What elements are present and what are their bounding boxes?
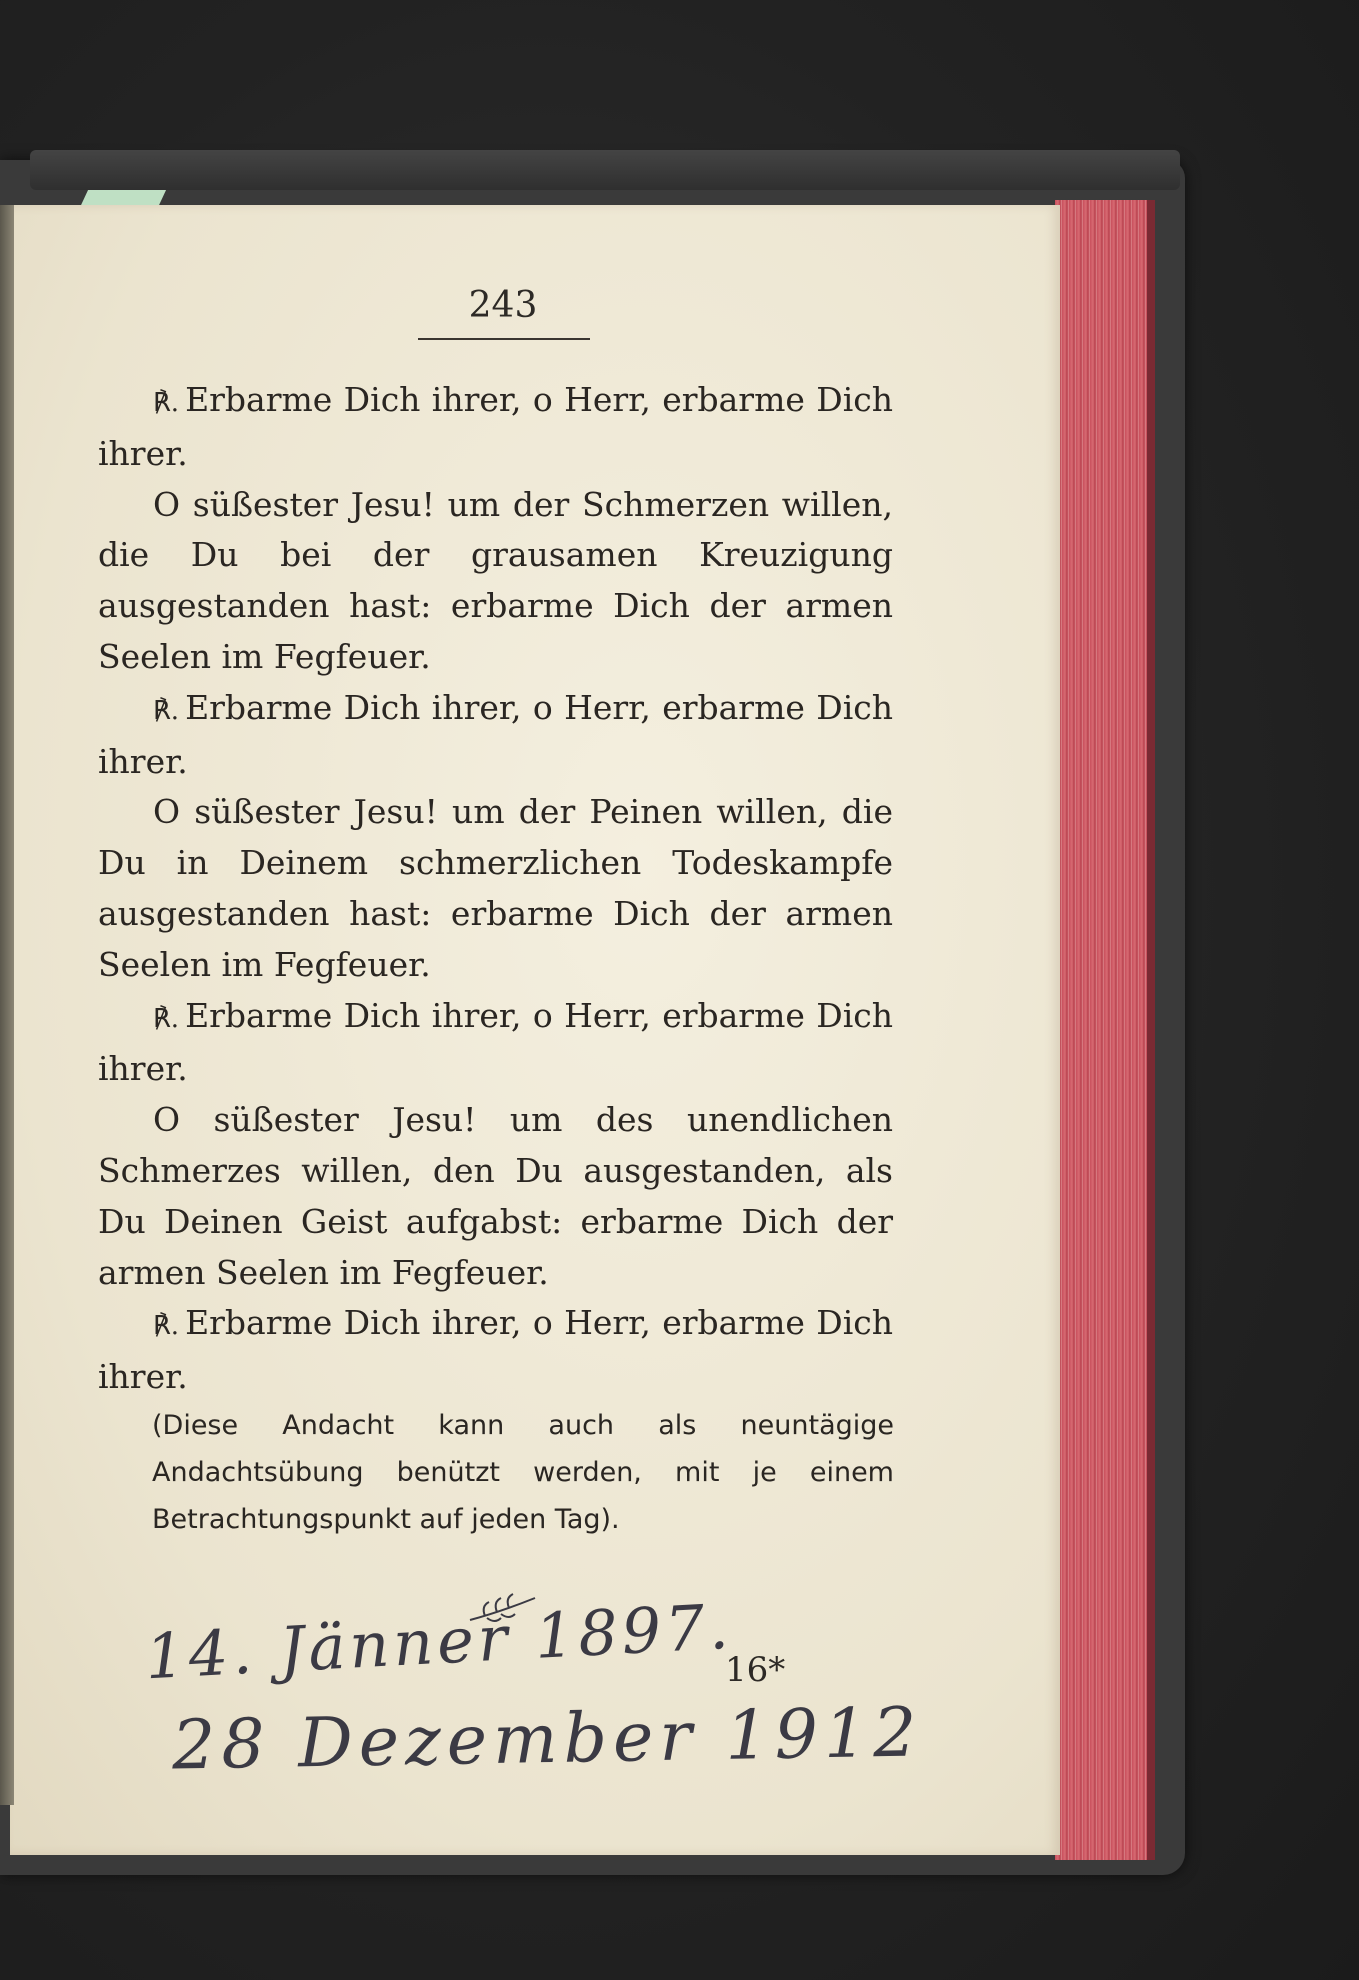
response-text: Erbarme Dich ihrer, o Herr, erbarme Dich ihrer. [98,380,893,473]
header-rule [418,338,590,340]
response-symbol: ℟. [153,388,180,418]
response-text: Erbarme Dich ihrer, o Herr, erbarme Dich ihrer. [98,687,893,781]
response-paragraph [98,375,893,480]
response-text: Erbarme Dich ihrer, o Herr, erbarme Dich ihrer. [98,995,893,1089]
prayer-paragraph: O süßester Jesu! um des unendlichen Schmerzes willen, den Du ausgestanden, als Du Deinen Geist aufgabst: erbarme Dich der armen Seelen im Fegfeuer. [98,1100,893,1292]
signature-mark: 16* [725,1650,786,1690]
red-page-edges [1055,200,1155,1860]
response-symbol: ℟. [153,695,180,726]
response-symbol: ℟. [153,1311,180,1342]
response-paragraph [98,991,893,1096]
response-text: Erbarme Dich ihrer, o Herr, erbarme Dich ihrer. [98,1303,893,1397]
book-cover-top [30,150,1180,190]
left-page-gutter [0,205,14,1805]
prayer-paragraph: O süßester Jesu! um der Schmerzen willen, die Du bei der grausamen Kreuzigung ausgestanden hast: erbarme Dich der armen Seelen im Fegfeuer. [98,484,893,676]
handwritten-date-2: 28 Dezember 1912 [171,1693,924,1786]
page-number: 243 [468,285,538,326]
handwritten-date-1: 14. Jänner 1897. [143,1589,735,1694]
prayer-paragraph: O süßester Jesu! um der Peinen willen, die Du in Deinem schmerzlichen Todeskampfe ausgestanden hast: erbarme Dich der armen Seelen im Fegfeuer. [98,792,893,984]
response-symbol: ℟. [153,1003,180,1034]
footnote-text: (Diese Andacht kann auch als neuntägige Andachtsübung benützt werden, mit je einem Betrachtungspunkt auf jeden Tag). [152,1410,894,1535]
response-paragraph [98,1298,893,1403]
response-paragraph [98,683,893,788]
page-body [98,375,893,1403]
